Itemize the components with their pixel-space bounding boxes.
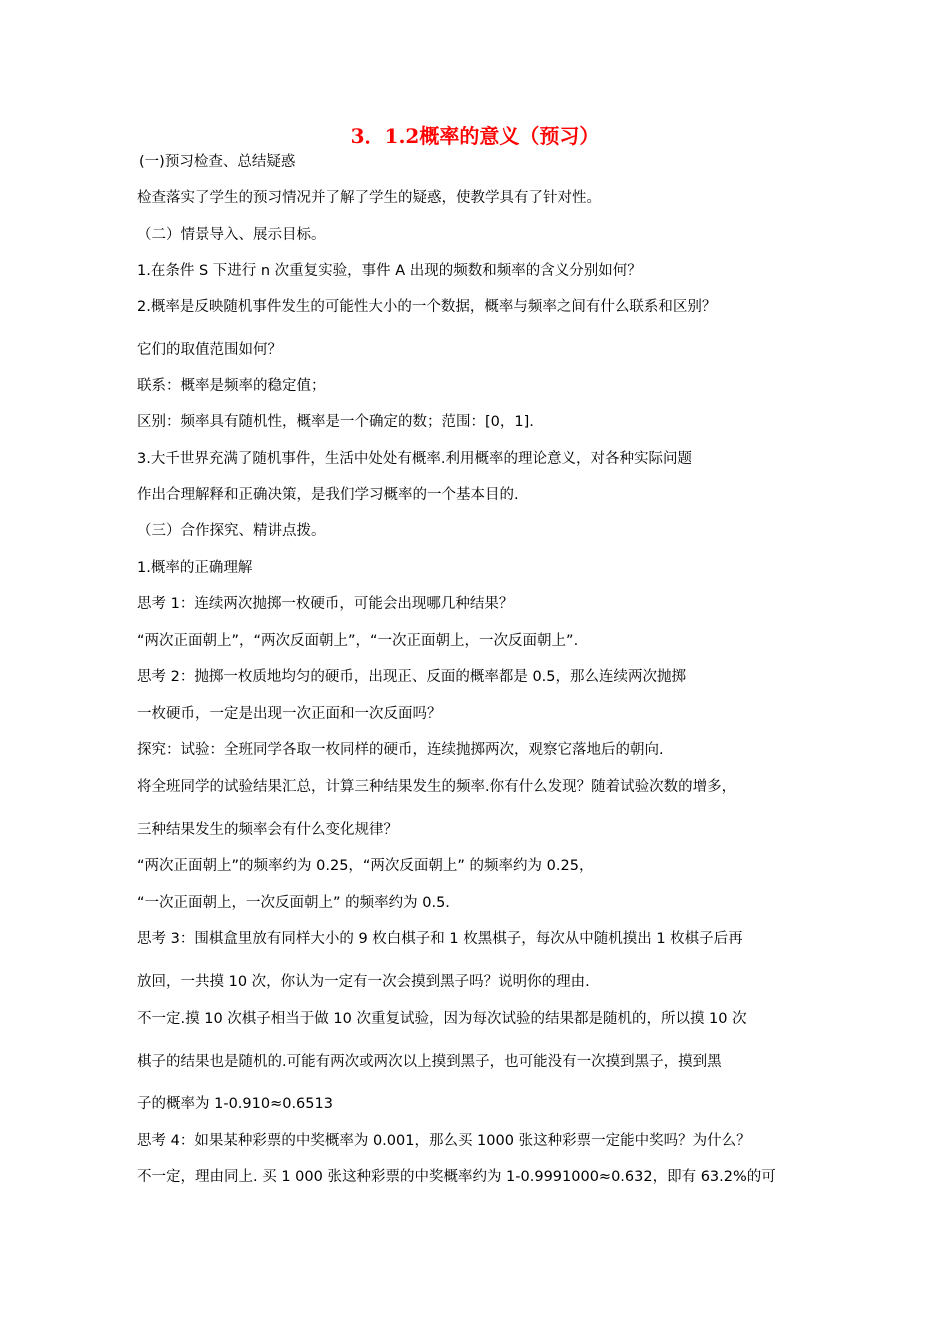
- paragraph-line: 三种结果发生的频率会有什么变化规律？: [137, 822, 398, 838]
- paragraph-line: 检查落实了学生的预习情况并了解了学生的疑惑，使教学具有了针对性。: [137, 190, 601, 206]
- paragraph-line: 一枚硬币，一定是出现一次正面和一次反面吗？: [137, 706, 442, 722]
- paragraph-line: 思考 3：围棋盒里放有同样大小的 9 枚白棋子和 1 枚黑棋子，每次从中随机摸出 1 枚棋子后再: [137, 931, 743, 947]
- paragraph-line: 放回，一共摸 10 次，你认为一定有一次会摸到黑子吗？说明你的理由.: [137, 974, 590, 990]
- paragraph-line: 探究：试验：全班同学各取一枚同样的硬币，连续抛掷两次，观察它落地后的朝向.: [137, 742, 664, 758]
- paragraph-line: 不一定，理由同上. 买 1 000 张这种彩票的中奖概率约为 1-0.9991000≈0.632，即有 63.2%的可: [137, 1169, 776, 1185]
- paragraph-line: 作出合理解释和正确决策，是我们学习概率的一个基本目的.: [137, 487, 519, 503]
- paragraph-line: 不一定.摸 10 次棋子相当于做 10 次重复试验，因为每次试验的结果都是随机的，所以摸 10 次: [137, 1011, 747, 1027]
- section-heading-2: （二）情景导入、展示目标。: [137, 227, 326, 243]
- subsection-heading: 1.概率的正确理解: [137, 560, 253, 576]
- paragraph-line: 思考 2：抛掷一枚质地均匀的硬币，出现正、反面的概率都是 0.5，那么连续两次抛掷: [137, 669, 687, 685]
- question-line: 1.在条件 S 下进行 n 次重复实验，事件 A 出现的频数和频率的含义分别如何？: [137, 263, 642, 279]
- paragraph-line: 联系：概率是频率的稳定值；: [137, 378, 326, 394]
- paragraph-line: “两次正面朝上”，“两次反面朝上”，“一次正面朝上，一次反面朝上”.: [137, 633, 579, 649]
- paragraph-line: 区别：频率具有随机性，概率是一个确定的数；范围：[0，1].: [137, 414, 534, 430]
- paragraph-line: “一次正面朝上，一次反面朝上” 的频率约为 0.5.: [137, 895, 450, 911]
- section-heading-3: （三）合作探究、精讲点拨。: [137, 523, 326, 539]
- section-heading-1: (一)预习检查、总结疑惑: [139, 154, 296, 170]
- paragraph-line: 棋子的结果也是随机的.可能有两次或两次以上摸到黑子，也可能没有一次摸到黑子，摸到黑: [137, 1054, 722, 1070]
- paragraph-line: “两次正面朝上”的频率约为 0.25，“两次反面朝上” 的频率约为 0.25，: [137, 858, 594, 874]
- question-line: 2.概率是反映随机事件发生的可能性大小的一个数据，概率与频率之间有什么联系和区别？: [137, 299, 717, 315]
- question-line: 3.大千世界充满了随机事件，生活中处处有概率.利用概率的理论意义，对各种实际问题: [137, 451, 692, 467]
- paragraph-line: 思考 4：如果某种彩票的中奖概率为 0.001，那么买 1000 张这种彩票一定能中奖吗？为什么？: [137, 1133, 751, 1149]
- page-title: 3．1.2概率的意义（预习）: [350, 124, 600, 148]
- paragraph-line: 思考 1：连续两次抛掷一枚硬币，可能会出现哪几种结果？: [137, 596, 514, 612]
- paragraph-line: 子的概率为 1-0.910≈0.6513: [137, 1096, 333, 1112]
- paragraph-line: 将全班同学的试验结果汇总，计算三种结果发生的频率.你有什么发现？随着试验次数的增多，: [137, 779, 737, 795]
- paragraph-line: 它们的取值范围如何？: [137, 342, 282, 358]
